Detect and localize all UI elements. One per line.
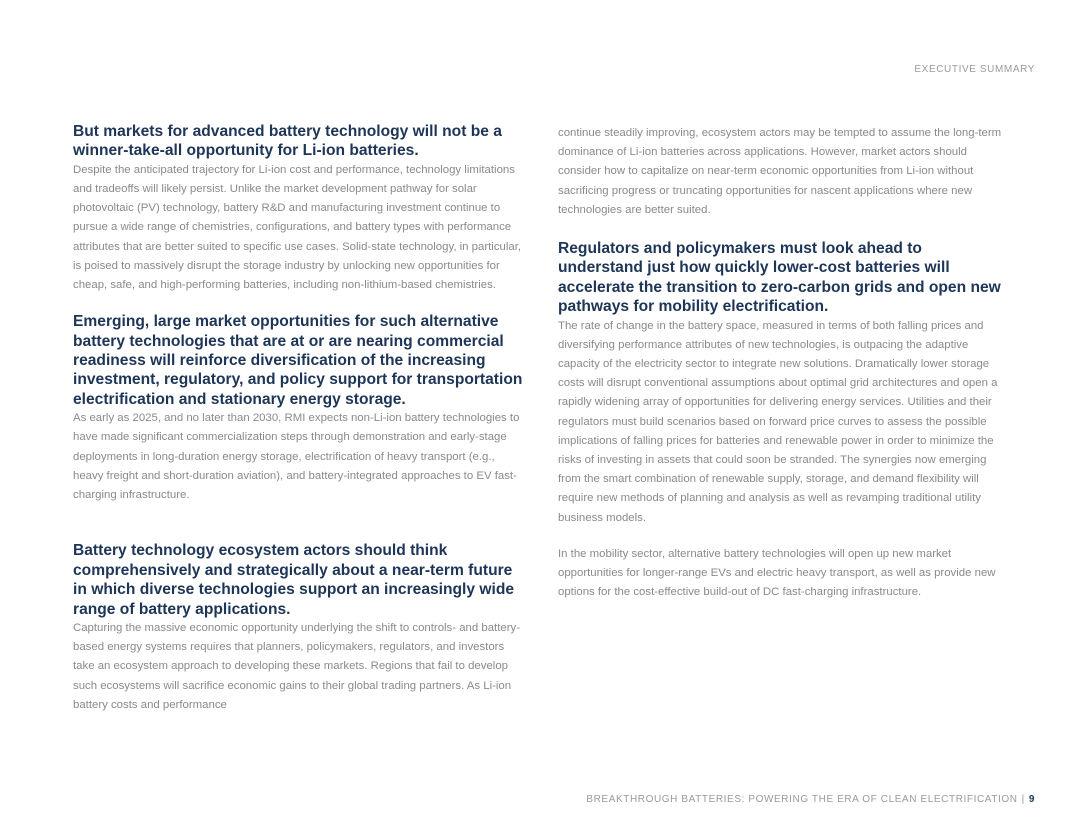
section-heading: But markets for advanced battery technology will not be a winner-take-all opportunity for Li-ion batteries. bbox=[73, 123, 502, 160]
page-footer bbox=[586, 794, 1035, 805]
left-column bbox=[73, 122, 525, 715]
section-block bbox=[73, 541, 525, 715]
section-body: As early as 2025, and no later than 2030, RMI expects non-Li-ion battery technologies to have made significant commercialization steps through demonstration and early-stage deployments in long-duration energy storage, electrification of heavy transport (e.g., heavy freight and short-duration aviation), and battery-integrated approaches to EV fast-charging infrastructure. bbox=[73, 412, 520, 502]
spacer bbox=[558, 220, 1010, 239]
right-column bbox=[558, 124, 1010, 602]
footer-title: BREAKTHROUGH BATTERIES: POWERING THE ERA OF CLEAN ELECTRIFICATION bbox=[586, 794, 1018, 805]
section-block bbox=[73, 122, 525, 295]
section-heading: Battery technology ecosystem actors should think comprehensively and strategically about a near-term future in which diverse technologies support an increasingly wide range of battery applications. bbox=[73, 542, 515, 618]
mobility-paragraph: In the mobility sector, alternative battery technologies will open up new market opportunities for longer-range EVs and electric heavy transport, as well as provide new options for the cost-effective build-out of DC fast-charging infrastructure. bbox=[558, 547, 996, 599]
section-heading: Regulators and policymakers must look ahead to understand just how quickly lower-cost batteries will accelerate the transition to zero-carbon grids and open new pathways for mobility electrification. bbox=[558, 240, 1001, 316]
section-body: Capturing the massive economic opportunity underlying the shift to controls- and battery-based energy systems requires that planners, policymakers, regulators, and investors take an ecosystem approach to developing these markets. Regions that fail to develop such ecosystems will sacrifice economic gains to their global trading partners. As Li-ion battery costs and performance bbox=[73, 621, 520, 711]
running-header: EXECUTIVE SUMMARY bbox=[914, 64, 1035, 75]
section-body: The rate of change in the battery space, measured in terms of both falling prices and diversifying performance attributes of new technologies, is outpacing the adaptive capacity of the electricity sector to integrate new solutions. Dramatically lower storage costs will disrupt conventional assumptions about optimal grid architectures and open a rapidly widening array of opportunities for delivering energy services. Utilities and their regulators must build scenarios based on forward price curves to assess the possible implications of falling prices for batteries and renewable power in order to minimize the risks of investing in assets that could soon be stranded. The synergies now emerging from the smart combination of renewable supply, storage, and demand flexibility will require new methods of planning and analysis as well as revamping traditional utility business models. bbox=[558, 319, 998, 524]
page-number: 9 bbox=[1028, 794, 1035, 805]
spacer bbox=[73, 505, 525, 541]
footer-separator: | bbox=[1021, 794, 1025, 805]
spacer bbox=[558, 528, 1010, 545]
spacer bbox=[73, 295, 525, 312]
section-body: Despite the anticipated trajectory for Li-ion cost and performance, technology limitations and tradeoffs will likely persist. Unlike the market development pathway for solar photovoltaic (PV) technology, battery R&D and manufacturing investment continue to pursue a wide range of chemistries, configurations, and battery types with performance attributes that are better suited to specific use cases. Solid-state technology, in particular, is poised to massively disrupt the storage industry by unlocking new opportunities for cheap, safe, and high-performing batteries, including non-lithium-based chemistries. bbox=[73, 163, 522, 292]
section-heading: Emerging, large market opportunities for such alternative battery technologies that are at or are nearing commercial readiness will reinforce diversification of the increasing investment, regulatory, and policy support for transportation electrification and stationary energy storage. bbox=[73, 313, 523, 408]
continuation-paragraph: continue steadily improving, ecosystem actors may be tempted to assume the long-term dominance of Li-ion batteries across applications. However, market actors should consider how to capitalize on near-term economic opportunities from Li-ion without sacrificing progress or truncating opportunities for nascent applications where new technologies are better suited. bbox=[558, 127, 1002, 216]
section-block bbox=[73, 312, 525, 505]
